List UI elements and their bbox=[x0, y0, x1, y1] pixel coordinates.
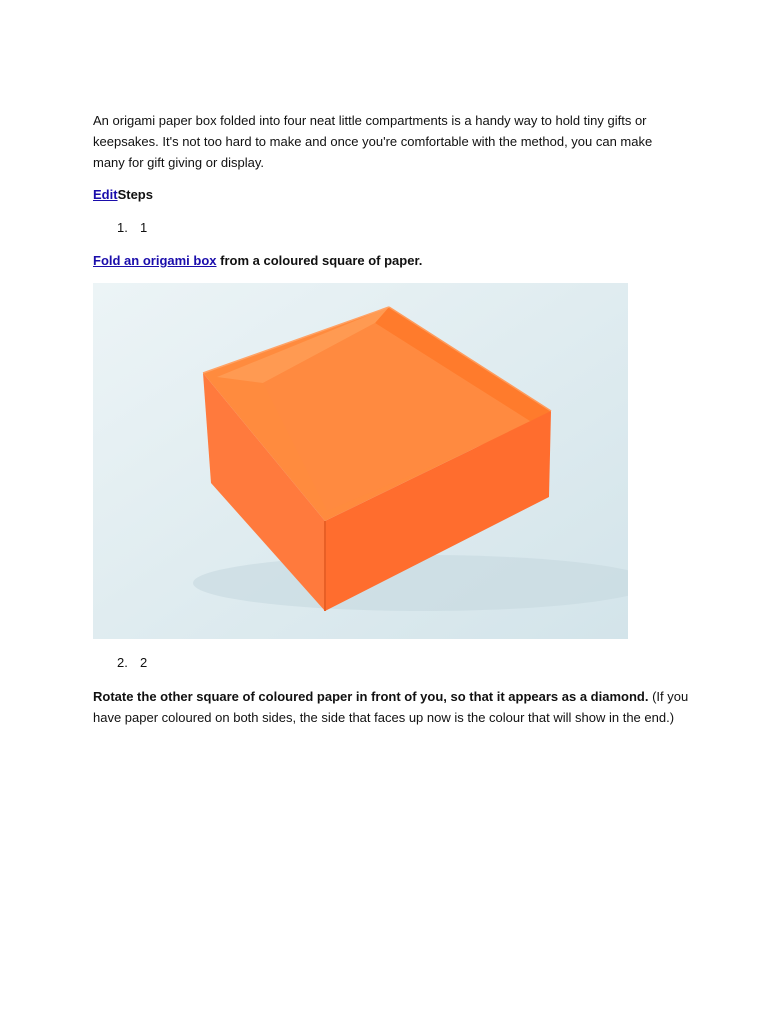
edit-link[interactable]: Edit bbox=[93, 187, 118, 202]
intro-line-1: An origami paper box folded into four neat little compartments is a handy way to hold tiny gifts or bbox=[93, 113, 647, 128]
origami-box-illustration bbox=[93, 283, 628, 639]
step-2-normal-text: (If you bbox=[648, 689, 689, 704]
intro-paragraph bbox=[93, 110, 693, 173]
step-1-number: 1 bbox=[140, 220, 148, 235]
fold-origami-box-link[interactable]: Fold an origami box bbox=[93, 253, 217, 268]
origami-box-photo bbox=[93, 283, 628, 639]
intro-line-3: many for gift giving or display. bbox=[93, 155, 264, 170]
step-2-number: 2 bbox=[140, 655, 148, 670]
step-1-text bbox=[93, 250, 693, 271]
step-2-bold-text: Rotate the other square of coloured paper in front of you, so that it appears as a diamond. bbox=[93, 689, 649, 704]
steps-title: Steps bbox=[117, 187, 153, 202]
step-2-paragraph bbox=[93, 686, 693, 728]
steps-heading bbox=[93, 184, 693, 205]
step-1-description: from a coloured square of paper. bbox=[216, 253, 423, 268]
step-2-line-1 bbox=[93, 686, 693, 707]
intro-line-2: keepsakes. It's not too hard to make and once you're comfortable with the method, you can make bbox=[93, 134, 653, 149]
step-1-marker: 1. bbox=[117, 220, 128, 235]
step-2-line-2: have paper coloured on both sides, the side that faces up now is the colour that will show in the end.) bbox=[93, 710, 675, 725]
step-2-marker: 2. bbox=[117, 655, 128, 670]
